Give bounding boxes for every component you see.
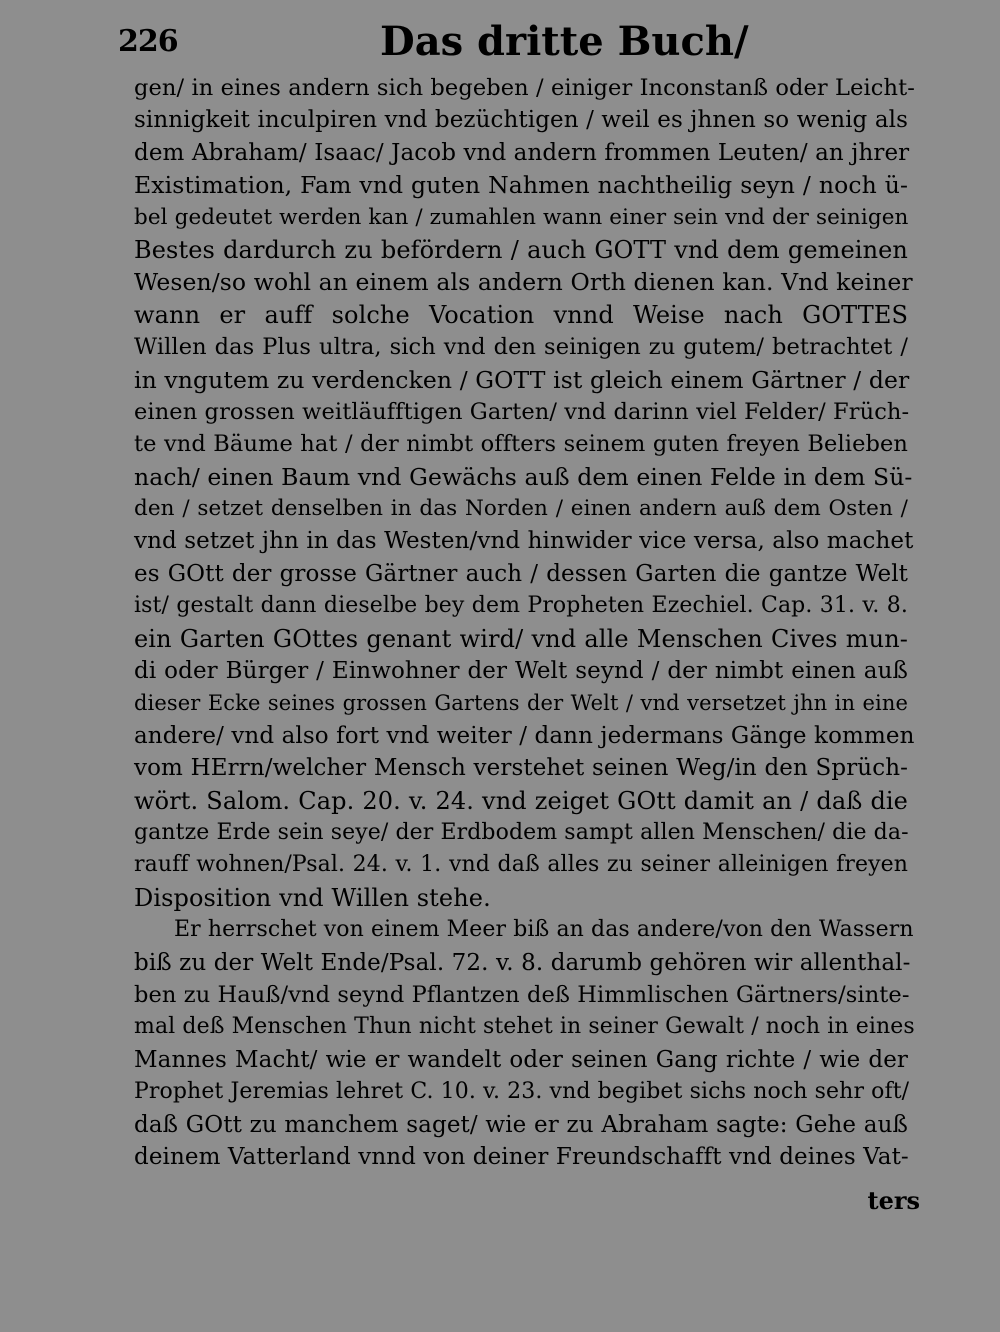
text-line: ein Garten GOttes genant wird/ vnd alle Menschen Cives mun-: [134, 624, 908, 653]
text-line: di oder Bürger / Einwohner der Welt seynd / der nimbt einen auß: [134, 658, 908, 685]
running-head: Das dritte Buch/: [380, 18, 749, 65]
text-line: wann er auff solche Vocation vnnd Weise nach GOTTES: [134, 300, 908, 329]
page-number: 226: [118, 24, 178, 59]
text-line: gantze Erde sein seye/ der Erdbodem sampt allen Menschen/ die da-: [134, 819, 909, 845]
text-line: deinem Vatterland vnnd von deiner Freundschafft vnd deines Vat-: [134, 1143, 909, 1170]
text-line: wört. Salom. Cap. 20. v. 24. vnd zeiget GOtt damit an / daß die: [134, 786, 908, 815]
text-line: ist/ gestalt dann dieselbe bey dem Propheten Ezechiel. Cap. 31. v. 8.: [134, 593, 908, 619]
text-line: Existimation, Fam vnd guten Nahmen nachtheilig seyn / noch ü-: [134, 171, 908, 200]
text-line: Prophet Jeremias lehret C. 10. v. 23. vnd begibet sichs noch sehr oft/: [134, 1079, 910, 1105]
text-line: den / setzet denselben in das Norden / einen andern auß dem Osten /: [134, 496, 908, 522]
text-line: vnd setzet jhn in das Westen/vnd hinwider vice versa, also machet: [134, 528, 914, 555]
text-line: Wesen/so wohl an einem als andern Orth dienen kan. Vnd keiner: [134, 268, 913, 297]
text-line: es GOtt der grosse Gärtner auch / dessen Garten die gantze Welt: [134, 560, 908, 587]
text-line: vom HErrn/welcher Mensch verstehet seinen Weg/in den Sprüch-: [134, 755, 908, 782]
text-line: in vngutem zu verdencken / GOTT ist gleich einem Gärtner / der: [134, 365, 910, 394]
text-line: rauff wohnen/Psal. 24. v. 1. vnd daß alles zu seiner alleinigen freyen: [134, 852, 908, 878]
catchword: ters: [867, 1186, 920, 1215]
text-line: Bestes dardurch zu befördern / auch GOTT vnd dem gemeinen: [134, 235, 908, 264]
text-line: einen grossen weitläufftigen Garten/ vnd darinn viel Felder/ Früch-: [134, 398, 910, 425]
text-line: dem Abraham/ Isaac/ Jacob vnd andern frommen Leuten/ an jhrer: [134, 139, 910, 166]
page-header: [118, 14, 908, 74]
text-line: andere/ vnd also fort vnd weiter / dann jedermans Gänge kommen: [134, 722, 915, 749]
text-line: mal deß Menschen Thun nicht stehet in seiner Gewalt / noch in eines: [134, 1014, 915, 1040]
text-line-paragraph-end: Disposition vnd Willen stehe.: [134, 883, 491, 912]
text-line: gen/ in eines andern sich begeben / einiger Inconstanß oder Leicht-: [134, 75, 915, 101]
text-line: ben zu Hauß/vnd seynd Pflantzen deß Himmlischen Gärtners/sinte-: [134, 981, 910, 1008]
text-line: bel gedeutet werden kan / zumahlen wann einer sein vnd der seinigen: [134, 204, 909, 230]
text-line: Mannes Macht/ wie er wandelt oder seinen Gang richte / wie der: [134, 1046, 908, 1073]
text-line: sinnigkeit inculpiren vnd bezüchtigen / weil es jhnen so wenig als: [134, 107, 908, 134]
text-line: daß GOtt zu manchem saget/ wie er zu Abraham sagte: Gehe auß: [134, 1111, 908, 1138]
text-line: te vnd Bäume hat / der nimbt offters seinem guten freyen Belieben: [134, 431, 908, 458]
text-line: nach/ einen Baum vnd Gewächs auß dem einen Felde in dem Sü-: [134, 462, 913, 491]
body-text: [134, 72, 915, 1173]
text-line-paragraph-start: Er herrschet von einem Meer biß an das andere/von den Wassern: [174, 917, 914, 943]
text-line: dieser Ecke seines grossen Gartens der Welt / vnd versetzet jhn in eine: [134, 691, 908, 716]
text-line: Willen das Plus ultra, sich vnd den seinigen zu gutem/ betrachtet /: [134, 334, 908, 361]
text-line: biß zu der Welt Ende/Psal. 72. v. 8. darumb gehören wir allenthal-: [134, 949, 911, 976]
